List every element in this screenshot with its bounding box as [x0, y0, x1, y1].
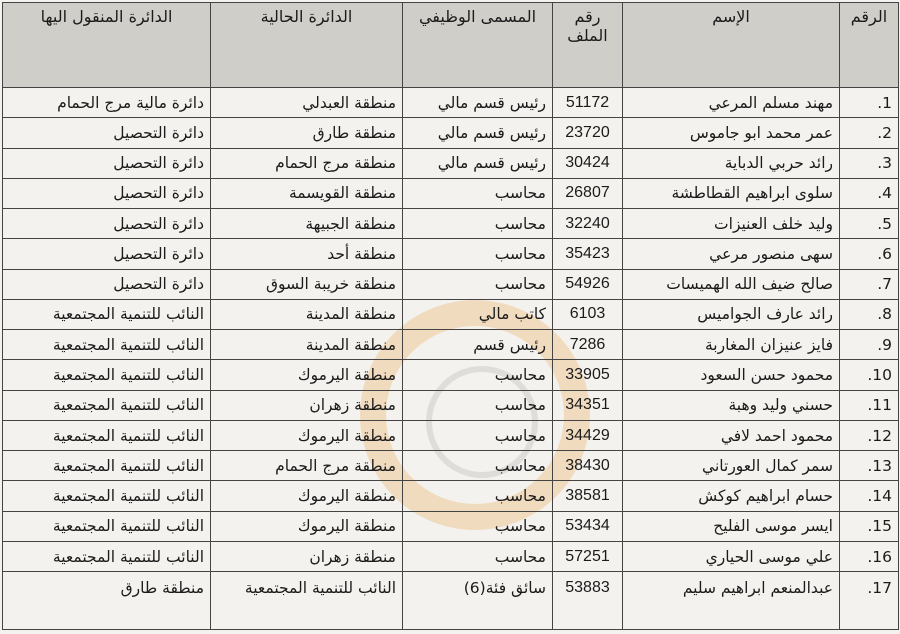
cell-name: علي موسى الحياري	[623, 541, 840, 571]
cell-dest: دائرة التحصيل	[3, 209, 211, 239]
cell-current: منطقة مرج الحمام	[211, 148, 403, 178]
cell-title: رئيس قسم مالي	[403, 88, 553, 118]
cell-current: منطقة القويسمة	[211, 178, 403, 208]
cell-no: 10.	[840, 360, 899, 390]
cell-no: 11.	[840, 390, 899, 420]
cell-current: منطقة الجبيهة	[211, 209, 403, 239]
cell-no: 12.	[840, 420, 899, 450]
cell-dest: النائب للتنمية المجتمعية	[3, 451, 211, 481]
cell-file: 34351	[553, 390, 623, 420]
header-file: رقم الملف	[553, 3, 623, 88]
cell-title: محاسب	[403, 209, 553, 239]
cell-title: محاسب	[403, 541, 553, 571]
cell-dest: منطقة طارق	[3, 572, 211, 630]
table-row	[3, 572, 899, 630]
cell-title: محاسب	[403, 481, 553, 511]
cell-dest: النائب للتنمية المجتمعية	[3, 541, 211, 571]
cell-no: 4.	[840, 178, 899, 208]
cell-current: منطقة مرج الحمام	[211, 451, 403, 481]
cell-no: 14.	[840, 481, 899, 511]
cell-current: منطقة اليرموك	[211, 420, 403, 450]
cell-dest: دائرة التحصيل	[3, 148, 211, 178]
cell-name: رائد عارف الجواميس	[623, 299, 840, 329]
cell-file: 38430	[553, 451, 623, 481]
header-current: الدائرة الحالية	[211, 3, 403, 88]
cell-current: منطقة زهران	[211, 541, 403, 571]
cell-file: 53883	[553, 572, 623, 630]
header-dest: الدائرة المنقول اليها	[3, 3, 211, 88]
cell-name: مهند مسلم المرعي	[623, 88, 840, 118]
cell-file: 57251	[553, 541, 623, 571]
cell-name: وليد خلف العنيزات	[623, 209, 840, 239]
table-row	[3, 148, 899, 178]
cell-title: محاسب	[403, 239, 553, 269]
table-row	[3, 269, 899, 299]
table-row	[3, 451, 899, 481]
cell-file: 23720	[553, 118, 623, 148]
table-row	[3, 178, 899, 208]
cell-file: 35423	[553, 239, 623, 269]
cell-no: 8.	[840, 299, 899, 329]
cell-file: 6103	[553, 299, 623, 329]
cell-no: 15.	[840, 511, 899, 541]
cell-dest: دائرة التحصيل	[3, 269, 211, 299]
cell-title: رئيس قسم مالي	[403, 148, 553, 178]
cell-dest: دائرة مالية مرج الحمام	[3, 88, 211, 118]
cell-dest: النائب للتنمية المجتمعية	[3, 420, 211, 450]
cell-current: منطقة المدينة	[211, 330, 403, 360]
cell-no: 3.	[840, 148, 899, 178]
table-row	[3, 118, 899, 148]
cell-current: منطقة اليرموك	[211, 511, 403, 541]
cell-file: 30424	[553, 148, 623, 178]
table-row	[3, 299, 899, 329]
cell-file: 26807	[553, 178, 623, 208]
cell-current: منطقة العبدلي	[211, 88, 403, 118]
cell-file: 33905	[553, 360, 623, 390]
cell-no: 13.	[840, 451, 899, 481]
table-row	[3, 390, 899, 420]
cell-dest: دائرة التحصيل	[3, 239, 211, 269]
cell-dest: النائب للتنمية المجتمعية	[3, 299, 211, 329]
cell-no: 2.	[840, 118, 899, 148]
header-title: المسمى الوظيفي	[403, 3, 553, 88]
cell-dest: دائرة التحصيل	[3, 178, 211, 208]
table-row	[3, 330, 899, 360]
cell-dest: دائرة التحصيل	[3, 118, 211, 148]
cell-dest: النائب للتنمية المجتمعية	[3, 360, 211, 390]
cell-title: محاسب	[403, 178, 553, 208]
cell-dest: النائب للتنمية المجتمعية	[3, 511, 211, 541]
cell-no: 6.	[840, 239, 899, 269]
header-row	[3, 3, 899, 88]
cell-no: 16.	[840, 541, 899, 571]
cell-name: فايز عنيزان المغاربة	[623, 330, 840, 360]
table-row	[3, 209, 899, 239]
cell-no: 7.	[840, 269, 899, 299]
cell-title: محاسب	[403, 269, 553, 299]
cell-no: 9.	[840, 330, 899, 360]
cell-name: حسام ابراهيم كوكش	[623, 481, 840, 511]
cell-current: منطقة زهران	[211, 390, 403, 420]
cell-name: رائد حربي الدباية	[623, 148, 840, 178]
cell-current: منطقة أحد	[211, 239, 403, 269]
cell-title: محاسب	[403, 360, 553, 390]
cell-file: 34429	[553, 420, 623, 450]
header-name: الإسم	[623, 3, 840, 88]
cell-dest: النائب للتنمية المجتمعية	[3, 390, 211, 420]
cell-name: ايسر موسى الفليح	[623, 511, 840, 541]
cell-name: محمود حسن السعود	[623, 360, 840, 390]
cell-file: 7286	[553, 330, 623, 360]
table-row	[3, 541, 899, 571]
cell-name: عمر محمد ابو جاموس	[623, 118, 840, 148]
cell-title: رئيس قسم	[403, 330, 553, 360]
cell-current: منطقة المدينة	[211, 299, 403, 329]
cell-name: سلوى ابراهيم القطاطشة	[623, 178, 840, 208]
cell-name: صالح ضيف الله الهميسات	[623, 269, 840, 299]
cell-name: سهى منصور مرعي	[623, 239, 840, 269]
cell-name: حسني وليد وهبة	[623, 390, 840, 420]
cell-current: منطقة طارق	[211, 118, 403, 148]
header-no: الرقم	[840, 3, 899, 88]
cell-current: النائب للتنمية المجتمعية	[211, 572, 403, 630]
cell-title: كاتب مالي	[403, 299, 553, 329]
table-row	[3, 511, 899, 541]
cell-file: 54926	[553, 269, 623, 299]
cell-file: 32240	[553, 209, 623, 239]
cell-no: 5.	[840, 209, 899, 239]
cell-current: منطقة اليرموك	[211, 481, 403, 511]
cell-title: محاسب	[403, 420, 553, 450]
transfer-table	[2, 2, 899, 630]
cell-title: رئيس قسم مالي	[403, 118, 553, 148]
table-row	[3, 360, 899, 390]
table-row	[3, 420, 899, 450]
cell-title: محاسب	[403, 511, 553, 541]
table-row	[3, 481, 899, 511]
cell-file: 51172	[553, 88, 623, 118]
cell-current: منطقة خريبة السوق	[211, 269, 403, 299]
table-row	[3, 88, 899, 118]
cell-no: 17.	[840, 572, 899, 630]
cell-dest: النائب للتنمية المجتمعية	[3, 330, 211, 360]
cell-name: سمر كمال العورتاني	[623, 451, 840, 481]
cell-name: محمود احمد لافي	[623, 420, 840, 450]
cell-dest: النائب للتنمية المجتمعية	[3, 481, 211, 511]
cell-file: 38581	[553, 481, 623, 511]
cell-title: سائق فئة(6)	[403, 572, 553, 630]
cell-file: 53434	[553, 511, 623, 541]
cell-title: محاسب	[403, 390, 553, 420]
cell-name: عبدالمنعم ابراهيم سليم	[623, 572, 840, 630]
cell-current: منطقة اليرموك	[211, 360, 403, 390]
cell-title: محاسب	[403, 451, 553, 481]
table-row	[3, 239, 899, 269]
cell-no: 1.	[840, 88, 899, 118]
